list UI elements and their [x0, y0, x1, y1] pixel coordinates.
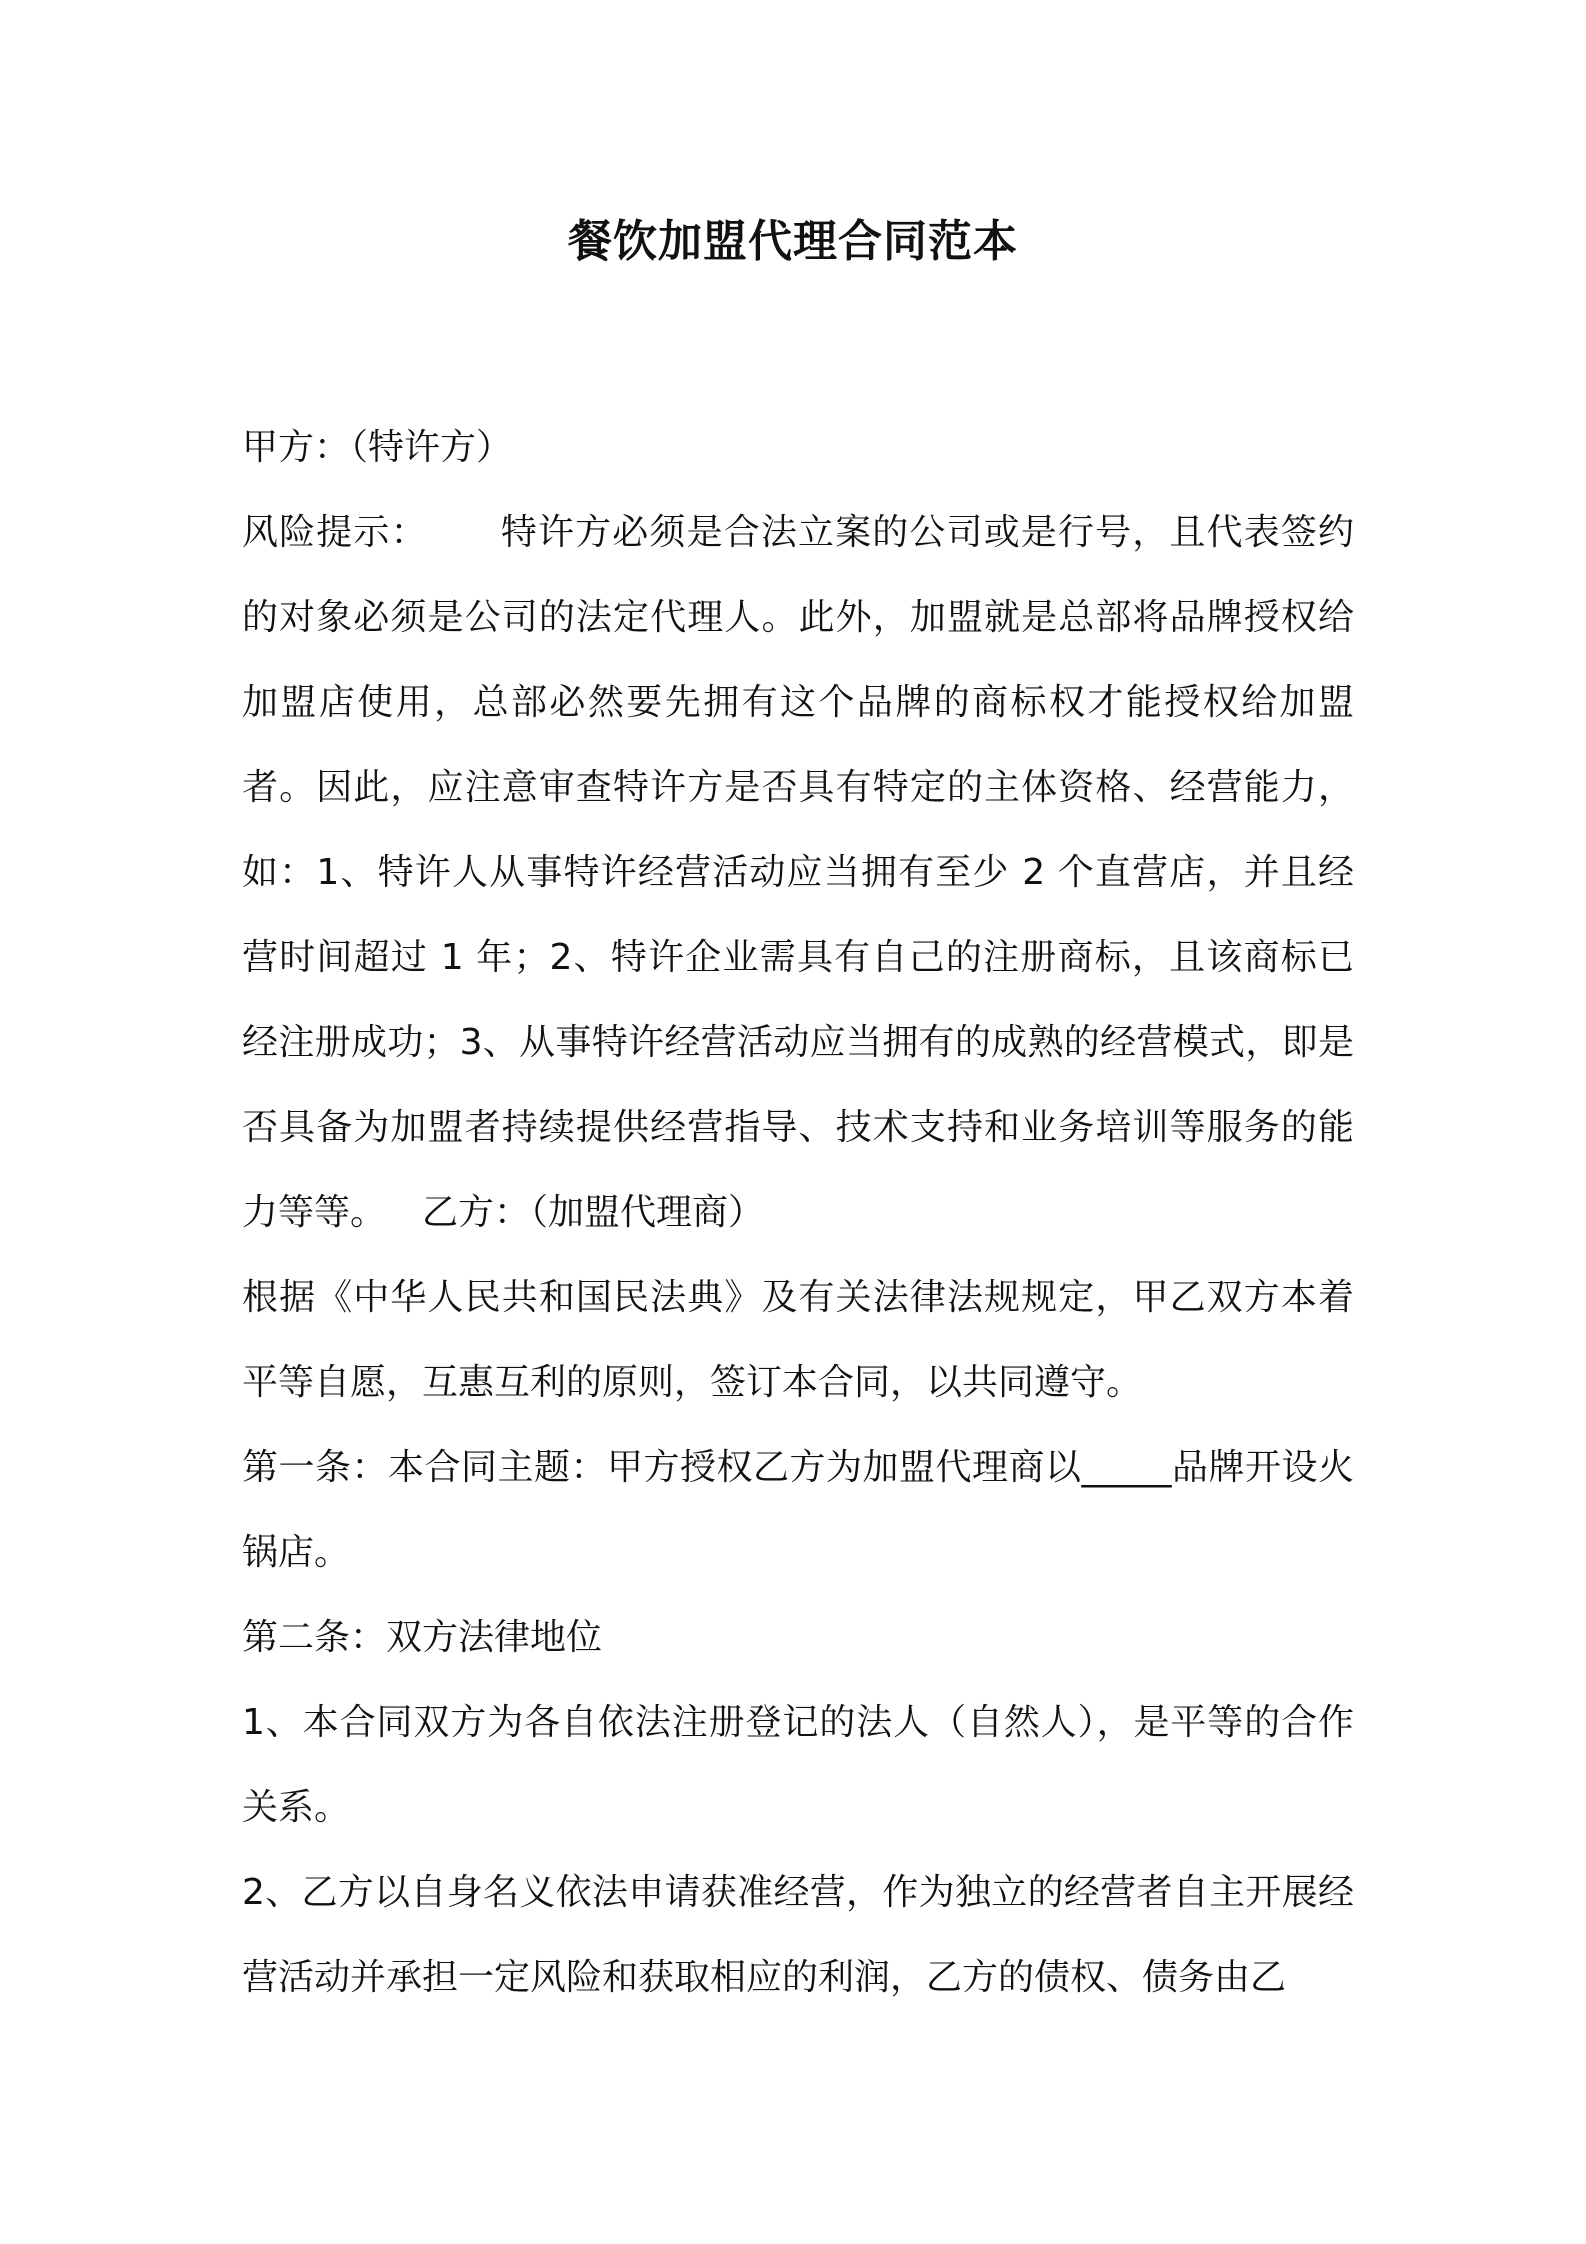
- article-2-clause-2: 2、乙方以自身名义依法申请获准经营，作为独立的经营者自主开展经营活动并承担一定风险和获取相应的利润，乙方的债权、债务由乙: [242, 1872, 1354, 1998]
- party-b-line: 乙方：（加盟代理商）: [422, 1192, 765, 1233]
- risk-paragraph: [242, 490, 1354, 1255]
- document-body: [242, 405, 1354, 2020]
- risk-text: 特许方必须是合法立案的公司或是行号，且代表签约的对象必须是公司的法定代理人。此外，加盟就是总部将品牌授权给加盟店使用，总部必然要先拥有这个品牌的商标权才能授权给加盟者。因此，应注意审查特许方是否具有特定的主体资格、经营能力，如：1、特许人从事特许经营活动应当拥有至少 2 个直营店，并且经营时间超过 1 年；2、特许企业需具有自己的注册商标，且该商标已经注册成功；3、从事特许经营活动应当拥有的成熟的经营模式，即是否具备为加盟者持续提供经营指导、技术支持和业务培训等服务的能力等等。: [242, 512, 1354, 1233]
- preamble-paragraph: 根据《中华人民共和国民法典》及有关法律法规规定，甲乙双方本着平等自愿，互惠互利的原则，签订本合同，以共同遵守。: [242, 1277, 1354, 1403]
- article-2-clause-1: 1、本合同双方为各自依法注册登记的法人（自然人），是平等的合作关系。: [242, 1702, 1354, 1828]
- article-2-title: 第二条：双方法律地位: [242, 1617, 603, 1658]
- article-1: 第一条：本合同主题：甲方授权乙方为加盟代理商以_____品牌开设火锅店。: [242, 1447, 1354, 1573]
- party-a-line: 甲方：（特许方）: [242, 427, 513, 468]
- risk-label: 风险提示：: [242, 512, 428, 553]
- document-title: 餐饮加盟代理合同范本: [568, 216, 1018, 267]
